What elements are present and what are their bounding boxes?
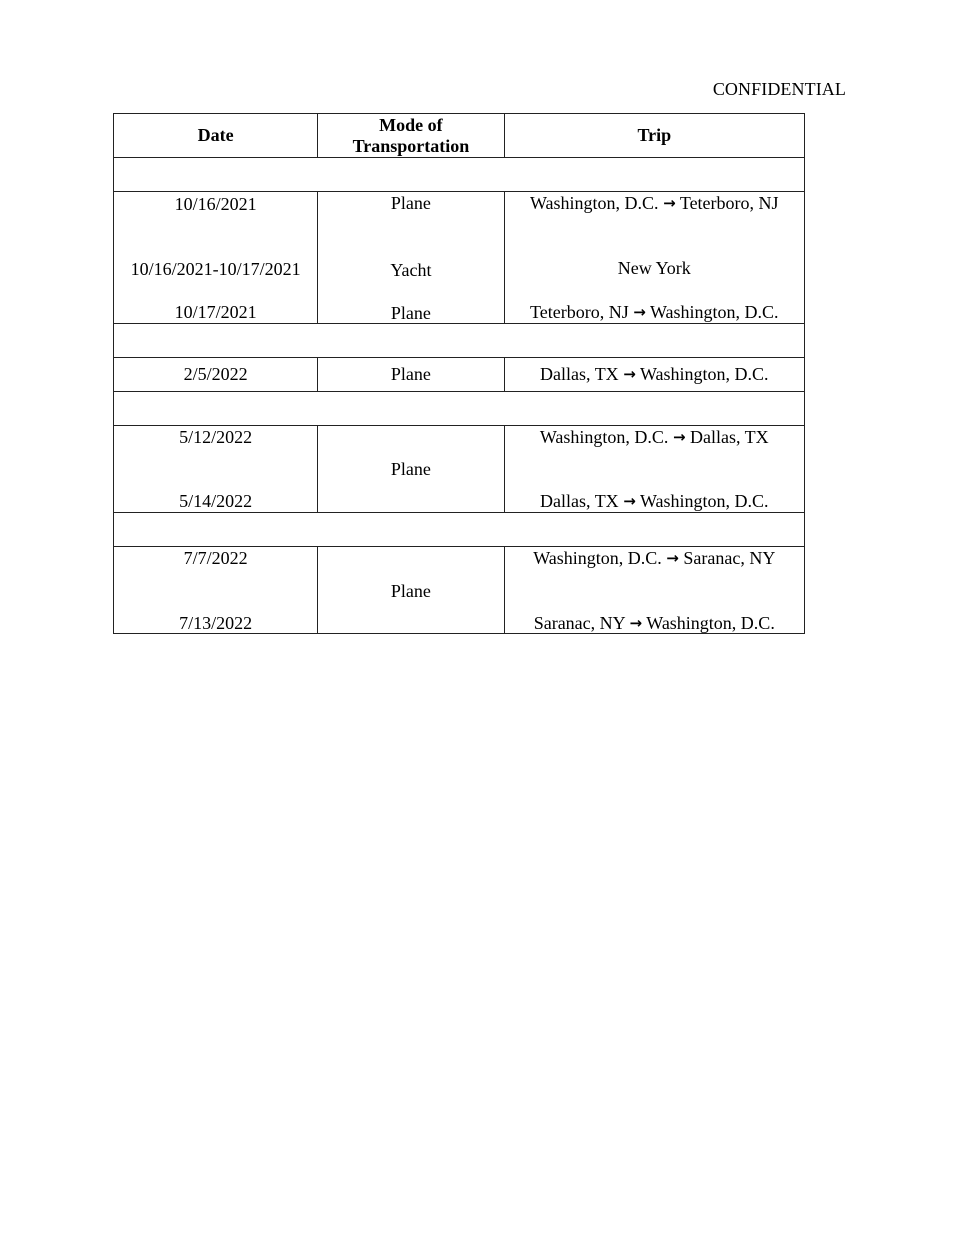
travel-table bbox=[113, 113, 805, 634]
spacer-cell bbox=[114, 392, 805, 426]
trip-origin: Washington, D.C. bbox=[539, 427, 669, 447]
trip-destination: Dallas, TX bbox=[690, 427, 769, 447]
table-header-row bbox=[114, 114, 805, 158]
trip-cell bbox=[504, 358, 804, 392]
trip-destination: Teterboro, NJ bbox=[679, 193, 779, 213]
trip-column-header: Trip bbox=[504, 114, 804, 158]
mode-value: Yacht bbox=[390, 260, 432, 280]
date-value: 10/16/2021-10/17/2021 bbox=[130, 259, 301, 279]
date-cell bbox=[114, 192, 318, 324]
trip-cell bbox=[504, 426, 804, 513]
arrow-right-icon: → bbox=[633, 303, 646, 321]
date-value: 2/5/2022 bbox=[183, 364, 248, 384]
table-row bbox=[114, 426, 805, 513]
arrow-right-icon: → bbox=[666, 549, 679, 567]
trip-route bbox=[505, 192, 804, 215]
trip-cell bbox=[504, 547, 804, 634]
mode-value: Plane bbox=[390, 364, 431, 384]
date-value: 7/13/2022 bbox=[179, 613, 253, 633]
arrow-right-icon: → bbox=[663, 194, 676, 212]
mode-cell bbox=[318, 358, 504, 392]
date-cell bbox=[114, 358, 318, 392]
mode-value: Plane bbox=[390, 193, 431, 213]
mode-cell bbox=[318, 426, 504, 513]
date-value: 5/14/2022 bbox=[179, 491, 253, 511]
trip-cell bbox=[504, 192, 804, 324]
trip-destination: Saranac, NY bbox=[683, 548, 776, 568]
trip-origin: Dallas, TX bbox=[540, 491, 619, 511]
date-value: 5/12/2022 bbox=[179, 427, 253, 447]
mode-header-line2: Transportation bbox=[352, 135, 470, 156]
trip-origin: Washington, D.C. bbox=[530, 193, 659, 213]
mode-value: Plane bbox=[390, 303, 431, 323]
trip-route bbox=[505, 363, 804, 386]
mode-value: Plane bbox=[390, 581, 431, 601]
trip-origin: Saranac, NY bbox=[533, 613, 625, 633]
table-row bbox=[114, 547, 805, 634]
trip-origin: Teterboro, NJ bbox=[530, 302, 629, 322]
spacer-row bbox=[114, 513, 805, 547]
date-value: 10/16/2021 bbox=[174, 194, 257, 214]
spacer-cell bbox=[114, 158, 805, 192]
trip-destination: Washington, D.C. bbox=[646, 613, 775, 633]
trip-route bbox=[505, 547, 804, 570]
date-cell bbox=[114, 547, 318, 634]
table-row bbox=[114, 192, 805, 324]
mode-column-header bbox=[318, 114, 504, 158]
trip-origin: Dallas, TX bbox=[540, 364, 619, 384]
arrow-right-icon: → bbox=[672, 428, 686, 446]
trip-route bbox=[505, 490, 804, 513]
trip-destination: Washington, D.C. bbox=[639, 364, 769, 384]
mode-cell bbox=[318, 547, 504, 634]
arrow-right-icon: → bbox=[623, 492, 636, 510]
spacer-cell bbox=[114, 513, 805, 547]
spacer-row bbox=[114, 392, 805, 426]
trip-route bbox=[505, 301, 804, 324]
trip-destination: Washington, D.C. bbox=[639, 491, 769, 511]
mode-cell bbox=[318, 192, 504, 324]
trip-destination: Washington, D.C. bbox=[649, 302, 779, 322]
trip-place: New York bbox=[617, 258, 691, 278]
mode-header-line1: Mode of bbox=[379, 114, 443, 135]
trip-origin: Washington, D.C. bbox=[533, 548, 662, 568]
spacer-row bbox=[114, 324, 805, 358]
mode-value: Plane bbox=[390, 459, 431, 479]
spacer-cell bbox=[114, 324, 805, 358]
date-value: 7/7/2022 bbox=[183, 548, 248, 568]
trip-route bbox=[505, 612, 804, 635]
table-row bbox=[114, 358, 805, 392]
date-value: 10/17/2021 bbox=[174, 302, 257, 322]
spacer-row bbox=[114, 158, 805, 192]
arrow-right-icon: → bbox=[629, 614, 643, 632]
date-column-header: Date bbox=[114, 114, 318, 158]
date-cell bbox=[114, 426, 318, 513]
arrow-right-icon: → bbox=[623, 365, 636, 383]
confidential-label: CONFIDENTIAL bbox=[712, 79, 846, 99]
trip-route bbox=[505, 426, 804, 449]
